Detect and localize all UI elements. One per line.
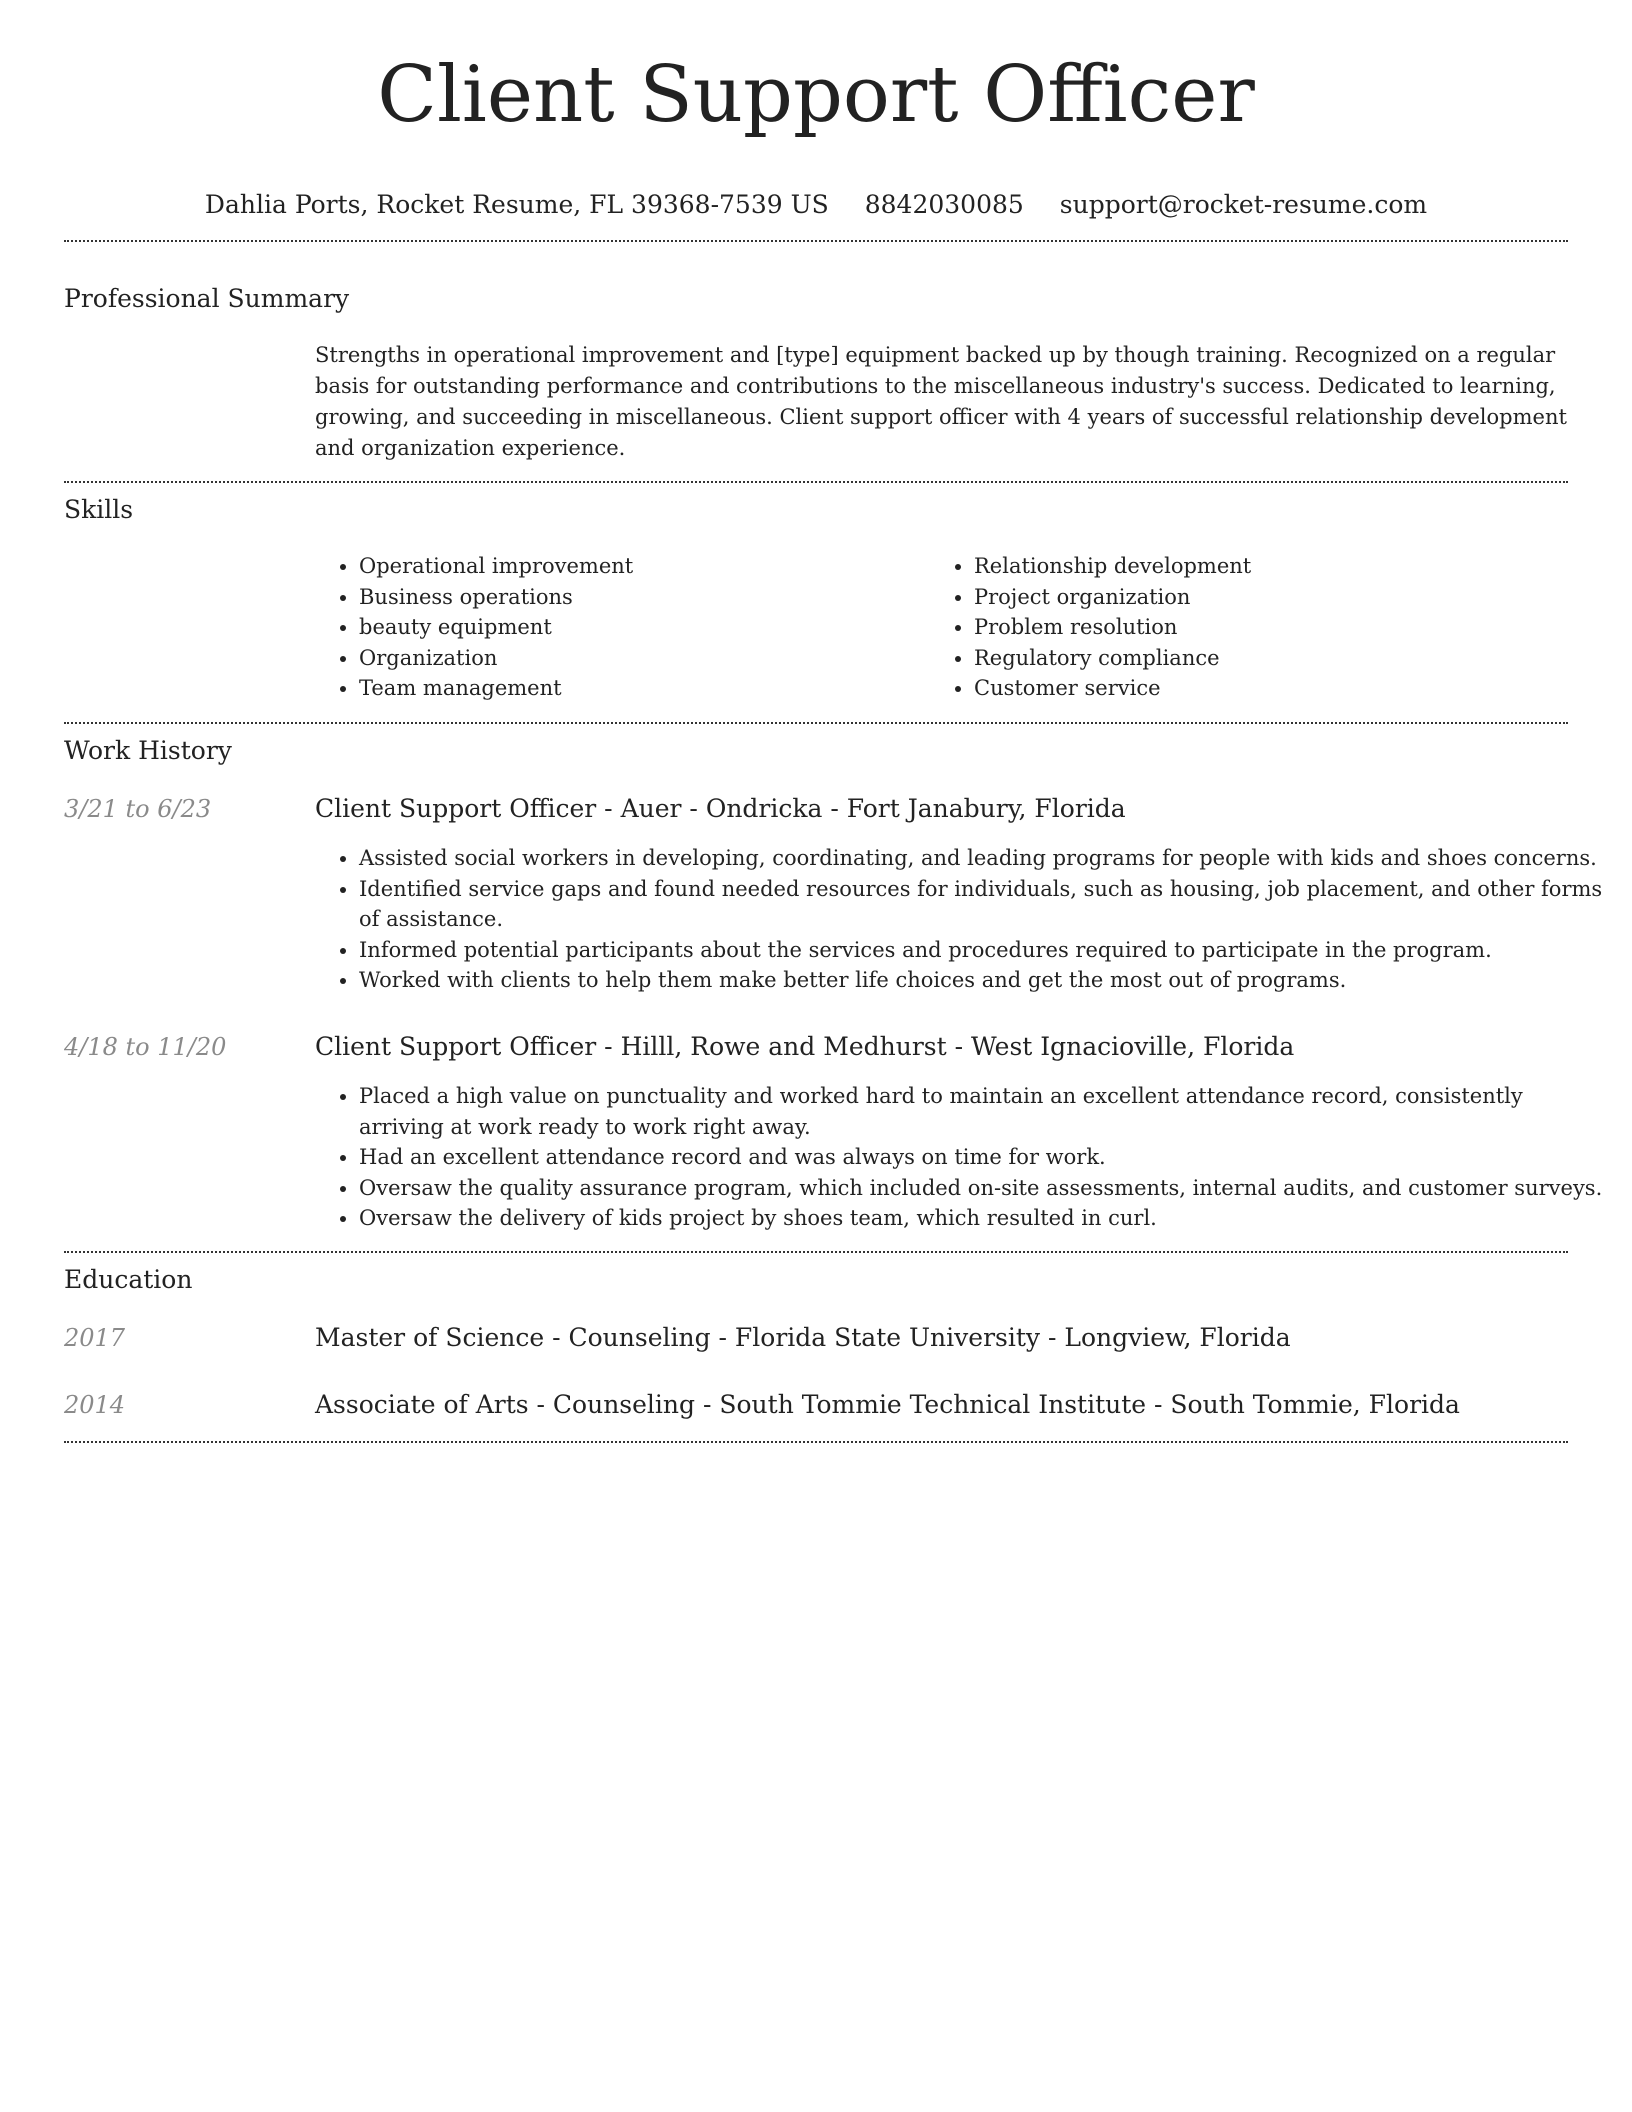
job-bullet: • Worked with clients to help them make better life choices and get the most out of programs. [359, 965, 1612, 996]
divider [64, 240, 1568, 242]
skill-item: • Team management [359, 673, 959, 704]
candidate-name: Client Support Officer [377, 50, 1255, 140]
education-heading: Master of Science - Counseling - Florida State University - Longview, Florida [315, 1323, 1291, 1352]
job-bullet: • Placed a high value on punctuality and worked hard to maintain an excellent attendance record, consistently arriving at work ready to work right away. [359, 1081, 1612, 1142]
skill-item: • Organization [359, 643, 959, 674]
skill-item: • Business operations [359, 582, 959, 613]
job-bullet: • Had an excellent attendance record and was always on time for work. [359, 1142, 1612, 1173]
job-bullet: • Assisted social workers in developing, coordinating, and leading programs for people with kids and shoes concerns. [359, 843, 1612, 874]
contact-address: Dahlia Ports, Rocket Resume, FL 39368-7539 US [204, 190, 829, 219]
skill-item: • Problem resolution [974, 612, 1574, 643]
job-bullet: • Identified service gaps and found needed resources for individuals, such as housing, job placement, and other forms of assistance. [359, 874, 1612, 935]
job-bullet: • Oversaw the delivery of kids project by shoes team, which resulted in curl. [359, 1203, 1612, 1234]
job-bullets [315, 1081, 1612, 1234]
skill-item: • Customer service [974, 673, 1574, 704]
job-bullet: • Informed potential participants about the services and procedures required to participate in the program. [359, 935, 1612, 966]
divider [64, 481, 1568, 483]
job-bullet: • Oversaw the quality assurance program, which included on-site assessments, internal audits, and customer surveys. [359, 1173, 1612, 1204]
education-year: 2017 [64, 1324, 126, 1352]
skill-item: • Regulatory compliance [974, 643, 1574, 674]
work-section-title: Work History [64, 736, 232, 765]
skill-item: • Operational improvement [359, 551, 959, 582]
job-heading: Client Support Officer - Auer - Ondricka - Fort Janabury, Florida [315, 794, 1126, 823]
job-bullets [315, 843, 1612, 996]
job-dates: 3/21 to 6/23 [64, 795, 212, 823]
skills-list-left [315, 551, 959, 704]
skill-item: • Relationship development [974, 551, 1574, 582]
divider [64, 722, 1568, 724]
skills-list-right [930, 551, 1574, 704]
education-year: 2014 [64, 1391, 126, 1419]
job-dates: 4/18 to 11/20 [64, 1033, 227, 1061]
divider [64, 1441, 1568, 1443]
skill-item: • beauty equipment [359, 612, 959, 643]
education-heading: Associate of Arts - Counseling - South Tommie Technical Institute - South Tommie, Florida [315, 1390, 1460, 1419]
contact-line [0, 188, 1632, 222]
contact-phone: 8842030085 [864, 190, 1024, 219]
contact-email: support@rocket-resume.com [1059, 190, 1428, 219]
skill-item: • Project organization [974, 582, 1574, 613]
summary-text: Strengths in operational improvement and [type] equipment backed up by though training. Recognized on a regular basis for outstanding performance and contributions to the miscellaneous industry's success. Dedicated to learning, growing, and succeeding in miscellaneous. Client support officer with 4 years of successful relationship development and organization experience. [315, 343, 1567, 460]
summary-section-title: Professional Summary [64, 284, 350, 313]
skills-section-title: Skills [64, 495, 134, 524]
education-section-title: Education [64, 1265, 193, 1294]
job-heading: Client Support Officer - Hilll, Rowe and Medhurst - West Ignacioville, Florida [315, 1032, 1295, 1061]
divider [64, 1251, 1568, 1253]
resume-header [0, 40, 1632, 222]
